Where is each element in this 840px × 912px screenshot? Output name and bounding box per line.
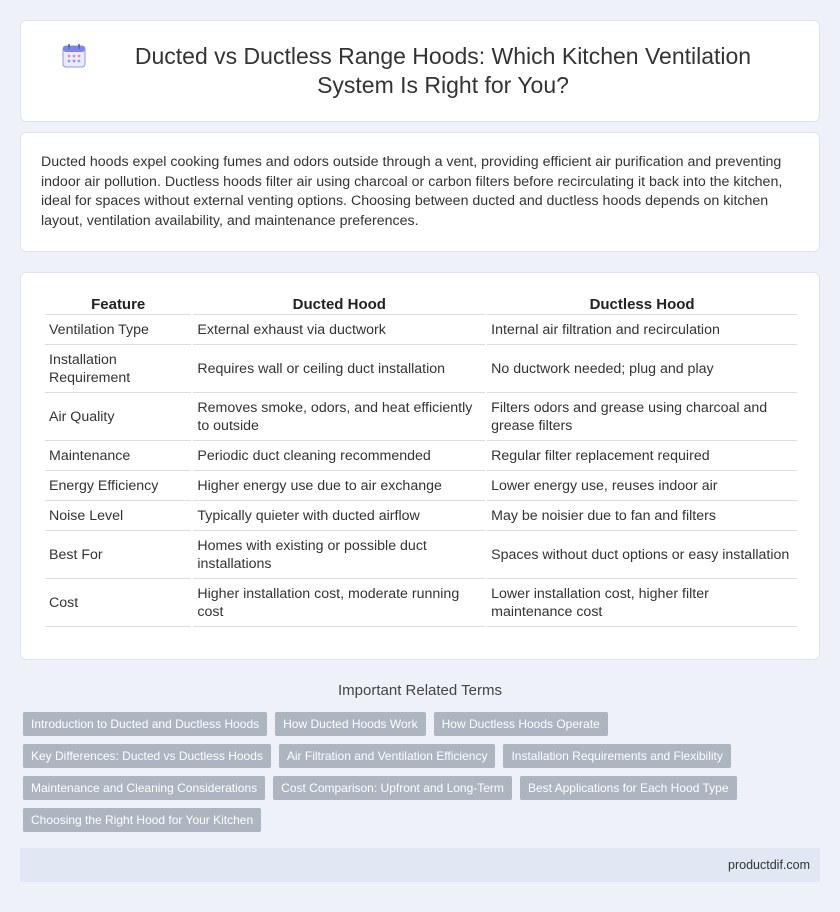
feature-cell: Cost (45, 581, 191, 627)
related-terms-list (23, 712, 823, 832)
table-row (45, 503, 797, 531)
ductless-cell: Spaces without duct options or easy installation (487, 533, 797, 579)
ducted-cell: Requires wall or ceiling duct installation (193, 347, 485, 393)
comparison-table-card (20, 272, 820, 660)
ducted-cell: Homes with existing or possible duct installations (193, 533, 485, 579)
feature-cell: Best For (45, 533, 191, 579)
ductless-cell: May be noisier due to fan and filters (487, 503, 797, 531)
related-tag[interactable]: Best Applications for Each Hood Type (520, 776, 737, 800)
related-tag[interactable]: How Ducted Hoods Work (275, 712, 426, 736)
ducted-cell: Higher installation cost, moderate running cost (193, 581, 485, 627)
table-row (45, 317, 797, 345)
table-row (45, 347, 797, 393)
related-tag[interactable]: Cost Comparison: Upfront and Long-Term (273, 776, 512, 800)
table-row (45, 395, 797, 441)
ductless-cell: Internal air filtration and recirculation (487, 317, 797, 345)
feature-cell: Maintenance (45, 443, 191, 471)
related-tag[interactable]: Introduction to Ducted and Ductless Hoods (23, 712, 267, 736)
ductless-cell: No ductwork needed; plug and play (487, 347, 797, 393)
ducted-cell: External exhaust via ductwork (193, 317, 485, 345)
related-terms-heading: Important Related Terms (338, 682, 502, 699)
related-tag[interactable]: Maintenance and Cleaning Considerations (23, 776, 265, 800)
ductless-cell: Filters odors and grease using charcoal and grease filters (487, 395, 797, 441)
related-tag[interactable]: Choosing the Right Hood for Your Kitchen (23, 808, 261, 832)
intro-paragraph: Ducted hoods expel cooking fumes and odors outside through a vent, providing efficient air purification and preventing indoor air pollution. Ductless hoods filter air using charcoal or carbon filters before recirculating it back into the kitchen, ideal for spaces without external venting options. Choosing between ducted and ductless hoods depends on kitchen layout, ventilation availability, and maintenance preferences. (41, 154, 783, 229)
ducted-cell: Typically quieter with ducted airflow (193, 503, 485, 531)
ducted-cell: Higher energy use due to air exchange (193, 473, 485, 501)
ducted-cell: Periodic duct cleaning recommended (193, 443, 485, 471)
related-tag[interactable]: How Ductless Hoods Operate (434, 712, 608, 736)
header-ductless: Ductless Hood (487, 293, 797, 315)
feature-cell: Noise Level (45, 503, 191, 531)
related-tag[interactable]: Installation Requirements and Flexibility (503, 744, 730, 768)
related-tag[interactable]: Air Filtration and Ventilation Efficiency (279, 744, 496, 768)
table-header-row (45, 293, 797, 315)
header-ducted: Ducted Hood (193, 293, 485, 315)
ducted-cell: Removes smoke, odors, and heat efficiently to outside (193, 395, 485, 441)
feature-cell: Ventilation Type (45, 317, 191, 345)
title-row (21, 21, 819, 121)
related-tag[interactable]: Key Differences: Ducted vs Ductless Hoods (23, 744, 271, 768)
ductless-cell: Lower energy use, reuses indoor air (487, 473, 797, 501)
header-card (20, 20, 820, 122)
calendar-icon (61, 43, 87, 69)
header-feature: Feature (45, 293, 191, 315)
page-title: Ducted vs Ductless Range Hoods: Which Kitchen Ventilation System Is Right for You? (134, 43, 752, 98)
feature-cell: Energy Efficiency (45, 473, 191, 501)
table-row (45, 581, 797, 627)
feature-cell: Installation Requirement (45, 347, 191, 393)
table-row (45, 473, 797, 501)
ductless-cell: Lower installation cost, higher filter maintenance cost (487, 581, 797, 627)
comparison-table (43, 291, 799, 629)
intro-card (20, 132, 820, 252)
table-row (45, 533, 797, 579)
site-credit[interactable]: productdif.com (728, 858, 810, 872)
footer (20, 848, 820, 882)
ductless-cell: Regular filter replacement required (487, 443, 797, 471)
table-row (45, 443, 797, 471)
feature-cell: Air Quality (45, 395, 191, 441)
